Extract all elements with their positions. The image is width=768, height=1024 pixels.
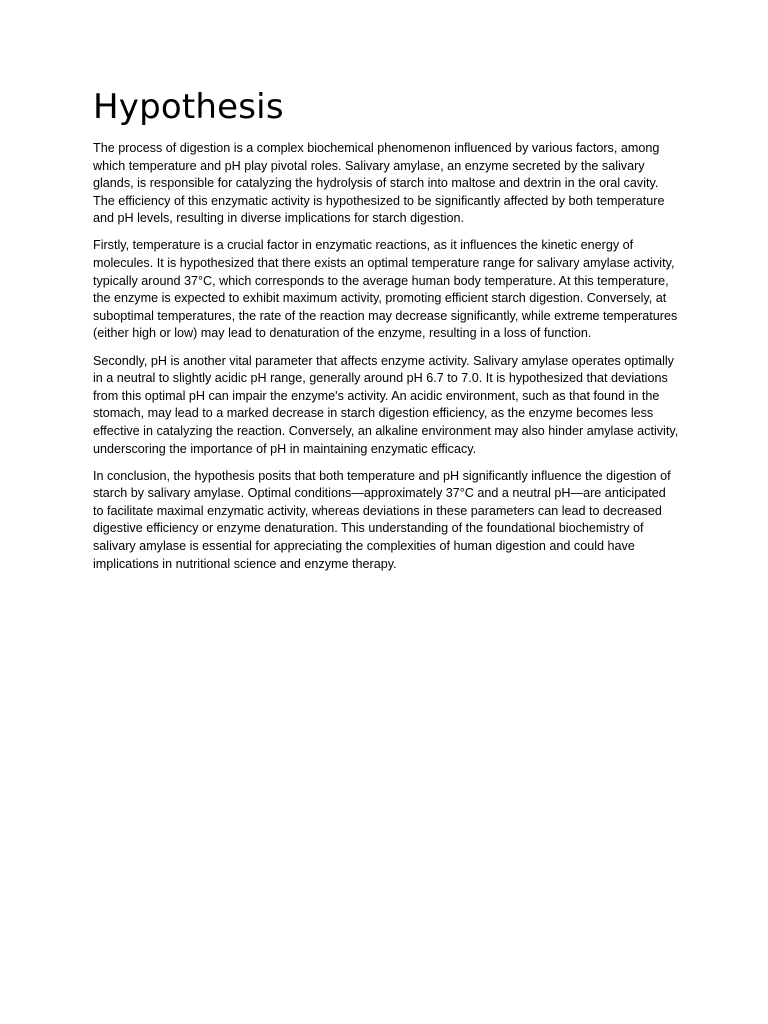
paragraph-temperature: Firstly, temperature is a crucial factor in enzymatic reactions, as it influences the kinetic energy of molecules. It is hypothesized that there exists an optimal temperature range for salivary amylase activity, typically around 37°C, which corresponds to the average human body temperature. At this temperature, the enzyme is expected to exhibit maximum activity, promoting efficient starch digestion. Conversely, at suboptimal temperatures, the rate of the reaction may decrease significantly, while extreme temperatures (either high or low) may lead to denaturation of the enzyme, resulting in a loss of function.: [93, 238, 678, 341]
document-title: Hypothesis: [93, 87, 284, 127]
document-page: [93, 86, 679, 583]
paragraph-introduction: The process of digestion is a complex biochemical phenomenon influenced by various factors, among which temperature and pH play pivotal roles. Salivary amylase, an enzyme secreted by the salivary glands, is responsible for catalyzing the hydrolysis of starch into maltose and dextrin in the oral cavity. The efficiency of this enzymatic activity is hypothesized to be significantly affected by both temperature and pH levels, resulting in diverse implications for starch digestion.: [93, 141, 665, 226]
paragraph-ph: Secondly, pH is another vital parameter that affects enzyme activity. Salivary amylase operates optimally in a neutral to slightly acidic pH range, generally around pH 6.7 to 7.0. It is hypothesized that deviations from this optimal pH can impair the enzyme's activity. An acidic environment, such as that found in the stomach, may lead to a marked decrease in starch digestion efficiency, as the enzyme becomes less effective in catalyzing the reaction. Conversely, an alkaline environment may also hinder amylase activity, underscoring the importance of pH in maintaining enzymatic efficacy.: [93, 353, 679, 456]
paragraph-conclusion: In conclusion, the hypothesis posits that both temperature and pH significantly influence the digestion of starch by salivary amylase. Optimal conditions—approximately 37°C and a neutral pH—are anticipated to facilitate maximal enzymatic activity, whereas deviations in these parameters can lead to decreased digestive efficiency or enzyme denaturation. This understanding of the foundational biochemistry of salivary amylase is essential for appreciating the complexities of human digestion and could have implications in nutritional science and enzyme therapy.: [93, 468, 671, 571]
